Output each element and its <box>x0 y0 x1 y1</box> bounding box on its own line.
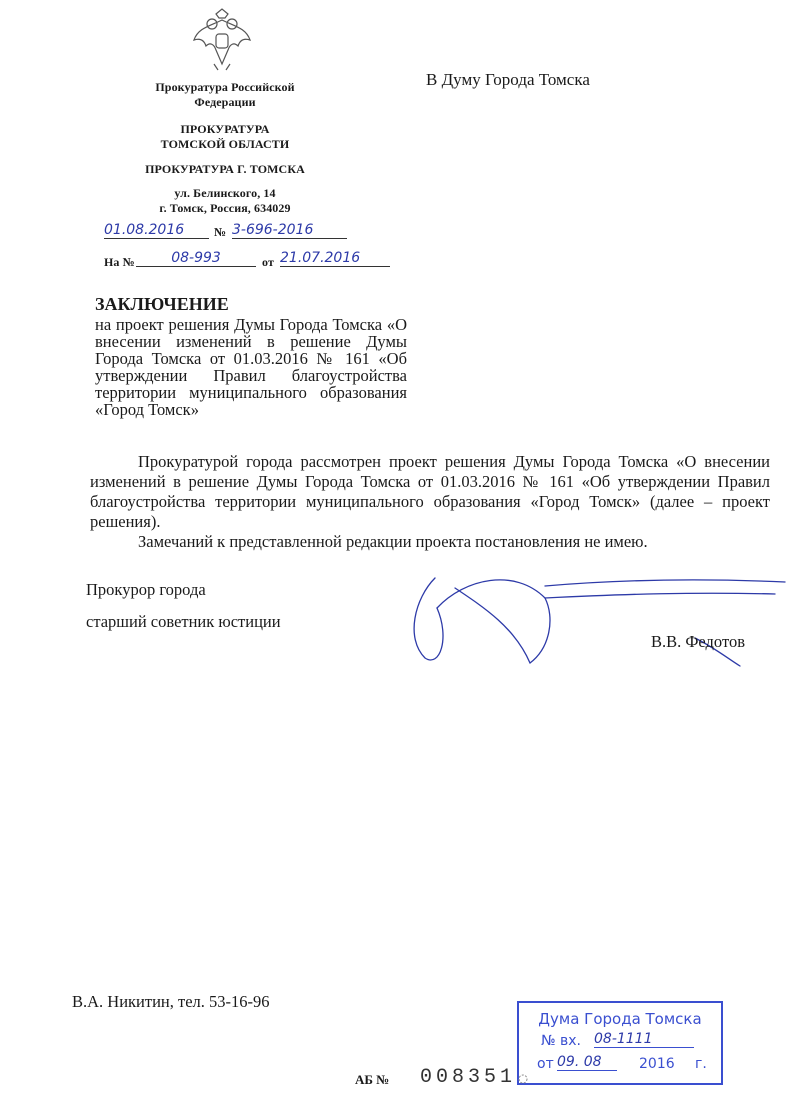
stamp-no-label: № вх. <box>541 1033 581 1049</box>
document-title: ЗАКЛЮЧЕНИЕ <box>95 294 229 314</box>
stamp-day-month: 09. 08 <box>557 1054 617 1071</box>
signatory-position-1: Прокурор города <box>86 580 206 599</box>
signatory-name: В.В. Федотов <box>651 632 745 651</box>
handwritten-signature <box>395 568 793 670</box>
address <box>125 186 325 216</box>
security-mark-icon <box>516 1072 530 1086</box>
serial-number: 008351 <box>420 1066 517 1089</box>
serial-label: АБ № <box>355 1072 390 1087</box>
reply-line <box>104 250 394 272</box>
reply-label: На № <box>104 255 135 269</box>
incoming-stamp <box>517 1001 723 1085</box>
document-subject: на проект решения Думы Города Томска «О внесении изменений в решение Думы Города Томска от 01.03.2016 № 161 «Об утверждении Правил благоустройства территории муниципального образования «Город Томск» <box>95 315 407 419</box>
regional-line-2: ТОМСКОЙ ОБЛАСТИ <box>160 137 290 151</box>
coat-of-arms-icon <box>190 6 254 72</box>
reply-number: 08-993 <box>136 250 256 267</box>
regional-name <box>125 122 325 152</box>
outgoing-date: 01.08.2016 <box>104 222 209 239</box>
org-line-1: Прокуратура Российской <box>155 80 295 94</box>
city-prosecutor: ПРОКУРАТУРА Г. ТОМСКА <box>145 162 305 176</box>
executor-contact: В.А. Никитин, тел. 53-16-96 <box>72 992 270 1011</box>
regional-line-1: ПРОКУРАТУРА <box>180 122 270 136</box>
stamp-from-label: от <box>537 1056 554 1072</box>
address-line-1: ул. Белинского, 14 <box>174 186 276 200</box>
org-line-2: Федерации <box>194 95 256 109</box>
reply-date: 21.07.2016 <box>280 250 390 267</box>
signatory-position-2: старший советник юстиции <box>86 612 281 631</box>
stamp-number: 08-1111 <box>594 1031 694 1048</box>
body-paragraph-2: Замечаний к представленной редакции проекта постановления не имею. <box>138 532 648 551</box>
stamp-year-suffix: г. <box>695 1056 707 1072</box>
body-paragraph-1: Прокуратурой города рассмотрен проект решения Думы Города Томска «О внесении изменений в решение Думы Города Томска от 01.03.2016 № 161 «Об утверждении Правил благоустройства территории муниципального образования «Город Томск» (далее – проект решения). <box>90 452 770 531</box>
outgoing-line <box>104 222 354 242</box>
outgoing-number: 3-696-2016 <box>232 222 347 239</box>
reply-from-label: от <box>262 255 274 269</box>
addressee: В Думу Города Томска <box>426 70 590 89</box>
address-line-2: г. Томск, Россия, 634029 <box>159 201 291 215</box>
stamp-year: 2016 <box>639 1056 675 1072</box>
stamp-title: Дума Города Томска <box>538 1010 702 1028</box>
outgoing-no-label: № <box>214 225 227 239</box>
org-name <box>125 80 325 110</box>
